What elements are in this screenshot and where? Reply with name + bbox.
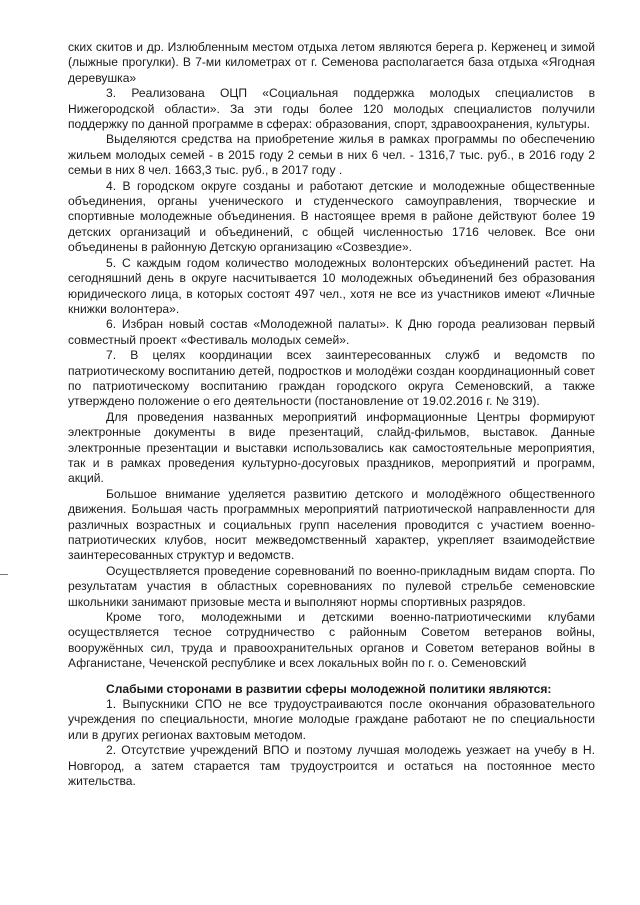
weakness-item-2: 2. Отсутствие учреждений ВПО и поэтому лучшая молодежь уезжает на учебу в Н. Новгород, а затем старается там трудоустроится и остаться на постоянное место жительства.	[68, 743, 595, 789]
paragraph-info-centers: Для проведения названных мероприятий информационные Центры формируют электронные документы в виде презентаций, слайд-фильмов, выставок. Данные электронные презентации и выставки использовались как самостоятельные мероприятия, так и в рамках проведения культурно-досуговых праздников, мероприятий и программ, акций.	[68, 409, 595, 486]
paragraph-item-3-program: 3. Реализована ОЦП «Социальная поддержка молодых специалистов в Нижегородской области». За эти годы более 120 молодых специалистов получили поддержку по данной программе в сферах: образования, спорт, здравоохранения, культуры.	[68, 86, 595, 132]
document-page	[68, 40, 595, 790]
paragraph-youth-movement: Большое внимание уделяется развитию детского и молодёжного общественного движения. Большая часть программных мероприятий патриотической направленности для различных возрастных и социальных групп населения проводится с участием военно-патриотических клубов, носит межведомственный характер, укрепляет взаимодействие заинтересованных структур и ведомств.	[68, 486, 595, 563]
paragraph-housing-funds: Выделяются средства на приобретение жилья в рамках программы по обеспечению жильем молодых семей - в 2015 году 2 семьи в них 6 чел. - 1316,7 тыс. руб., в 2016 году 2 семьи в них 8 чел. 1663,3 тыс. руб., в 2017 году .	[68, 132, 595, 178]
paragraph-base-otdyha: ских скитов и др. Излюбленным местом отдыха летом являются берега р. Керженец и зимой (лыжные прогулки). В 7-ми километрах от г. Семенова располагается база отдыха «Ягодная деревушка»	[68, 40, 595, 85]
weakness-item-1: 1. Выпускники СПО не все трудоустраиваются после окончания образовательного учреждения по специальности, многие молодые граждане работают не по специальности или в других регионах вахтовым методом.	[68, 697, 595, 742]
paragraph-item-6-youth-chamber: 6. Избран новый состав «Молодежной палаты». К Дню города реализован первый совместный проект «Фестиваль молодых семей».	[68, 317, 595, 347]
margin-mark	[0, 574, 8, 575]
paragraph-item-4-associations: 4. В городском округе созданы и работают детские и молодежные общественные объединения, органы ученического и студенческого самоуправления, творческие и спортивные молодежные объединения. В настоящее время в районе действуют более 19 детских организаций и объединений, с общей численностью 1716 человек. Все они объединены в районную Детскую организацию «Созвездие».	[68, 178, 595, 255]
paragraph-item-7-coordination: 7. В целях координации всех заинтересованных служб и ведомств по патриотическому воспитанию детей, подростков и молодёжи создан координационный совет по патриотическому воспитанию граждан городского округа Семеновский, а также утверждено положение о его деятельности (постановление от 19.02.2016 г. № 319).	[68, 348, 595, 409]
paragraph-veterans-cooperation: Кроме того, молодежными и детскими военно-патриотическими клубами осуществляется тесное сотрудничество с районным Советом ветеранов войны, вооружённых сил, труда и правоохранительных органов и Советом ветеранов войны в Афганистане, Чеченской республике и всех локальных войн по г. о. Семеновский	[68, 610, 595, 671]
paragraph-item-5-volunteers: 5. С каждым годом количество молодежных волонтерских объединений растет. На сегодняшний день в округе насчитывается 10 молодежных объединений без образования юридического лица, в которых состоят 497 чел., хотя не все из участников имеют «Личные книжки волонтера».	[68, 255, 595, 316]
weaknesses-heading: Слабыми сторонами в развитии сферы молодежной политики являются:	[106, 681, 552, 696]
paragraph-competitions: Осуществляется проведение соревнований по военно-прикладным видам спорта. По результатам участия в областных соревнованиях по пулевой стрельбе семеновские школьники занимают призовые места и выполняют нормы спортивных разрядов.	[68, 563, 595, 609]
